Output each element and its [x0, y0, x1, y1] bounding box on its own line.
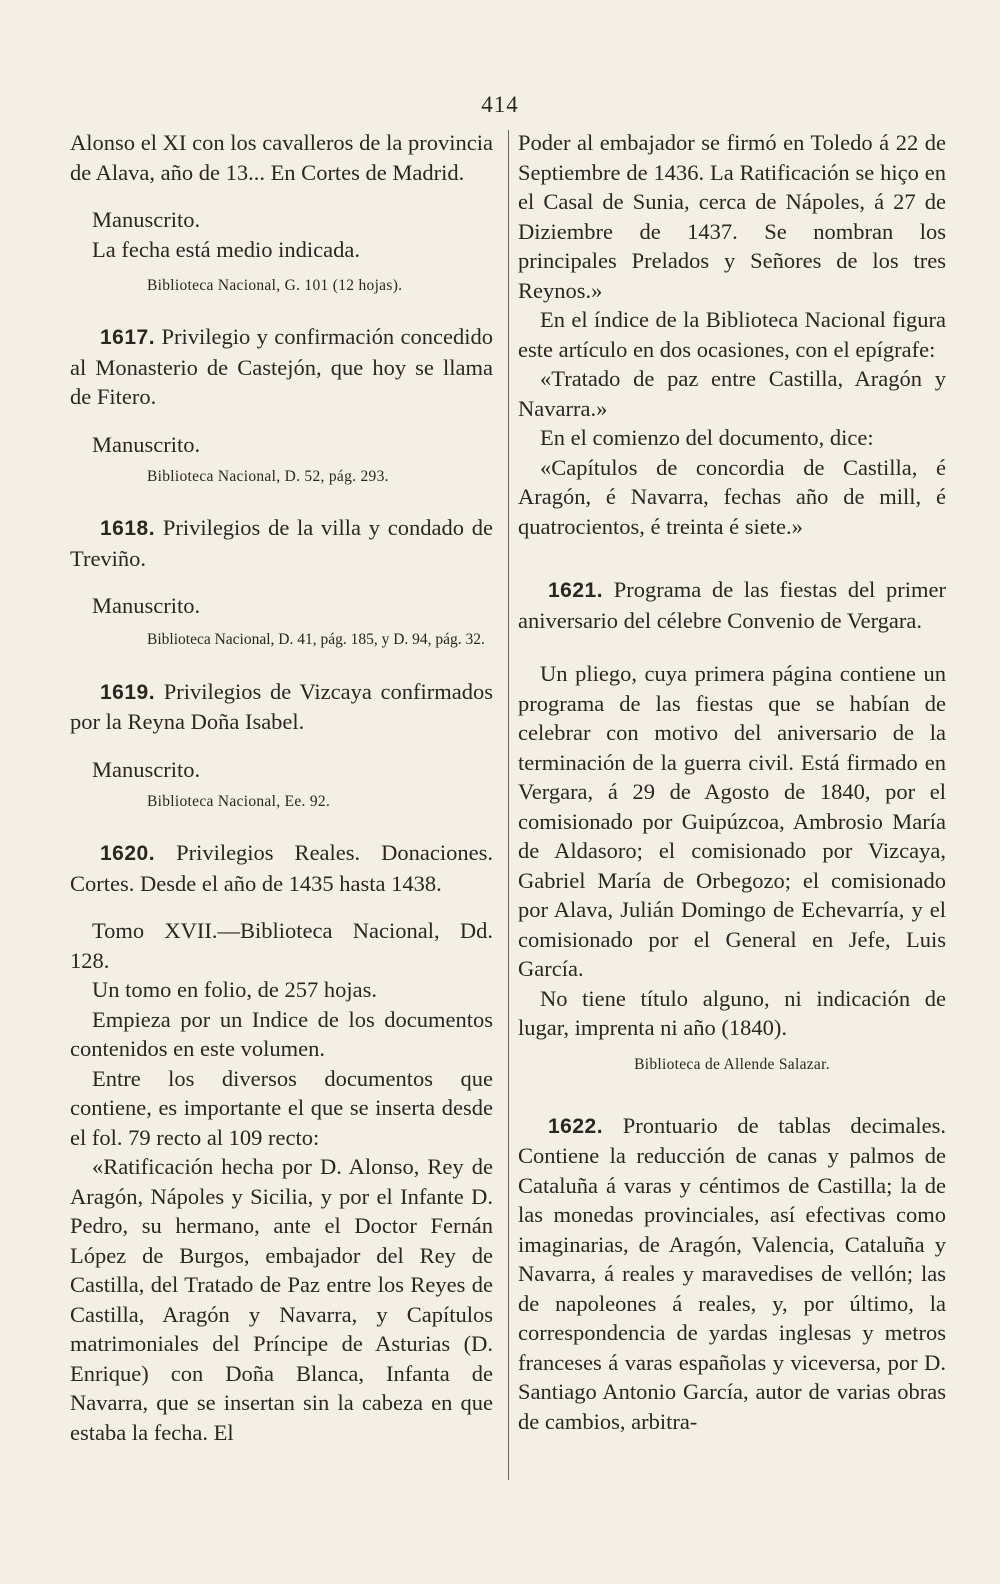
entry-1622-title: Prontuario de tablas decimales. Contiene la reducción de canas y palmos de Cataluña á varas y céntimos de Castilla; la de las monedas provinciales, así efectivas como imaginarias, de Aragón, Valencia, Cataluña y Navarra, á reales y maravedises de vellón; las de napoleones á reales, y, por último, la correspondencia de yardas inglesas y metros franceses á varas españolas y viceversa, por D. Santiago Antonio García, autor de varias obras de cambios, arbitra- — [518, 1112, 947, 1434]
entry-1618-heading — [70, 513, 493, 573]
entry-1619-note: Manuscrito. — [92, 756, 201, 782]
entry-1619-heading — [70, 677, 493, 737]
column-divider — [508, 130, 509, 1480]
intro-text: Alonso el XI con los cavalleros de la provincia de Alava, año de 13... En Cortes de Madrid. — [70, 130, 493, 185]
intro-note-manuscrito: Manuscrito. — [92, 207, 201, 232]
page-number: 414 — [481, 92, 519, 117]
entry-1621-heading — [518, 575, 946, 635]
entry-1618-title: Privilegios de la villa y condado de Treviño. — [70, 515, 493, 571]
entry-1620-heading — [70, 838, 493, 898]
entry-1622-heading — [518, 1111, 946, 1437]
entry-1618-note: Manuscrito. — [92, 593, 201, 618]
entry-1620-description: Un tomo en folio, de 257 hojas. — [92, 977, 377, 1002]
entry-1620-quotation: «Ratificación hecha por D. Alonso, Rey de Aragón, Nápoles y Sicilia, y por el Infante D. Pedro, su hermano, ante el Doctor Fernán López de Burgos, embajador del Rey de Castilla, del Tratado de Paz entre los Reyes de Castilla, Aragón y Navarra, y Capítulos matrimoniales del Príncipe de Asturias (D. Enrique) con Doña Blanca, Infanta de Navarra, que se insertan sin la cabeza en que estaba la fecha. El — [70, 1154, 493, 1445]
entry-1621-reference: Biblioteca de Allende Salazar. — [634, 1055, 830, 1073]
continuation-beginning: En el comienzo del documento, dice: — [540, 425, 874, 450]
entry-1621-number: 1621. — [548, 579, 604, 602]
continuation-index-note: En el índice de la Biblioteca Nacional figura este artículo en dos ocasiones, con el epígrafe: — [518, 307, 946, 362]
entry-1621-title: Programa de las fiestas del primer aniversario del célebre Convenio de Vergara. — [518, 577, 946, 633]
entry-1620-number: 1620. — [100, 842, 156, 865]
continuation-quotation: Poder al embajador se firmó en Toledo á 22 de Septiembre de 1436. La Ratificación se hiço en el Casal de Sunia, cerca de Nápoles, á 27 de Diziembre de 1437. Se nombran los principales Prelados y Señores de los tres Reynos.» — [518, 130, 946, 303]
entry-1621-note: No tiene título alguno, ni indicación de lugar, imprenta ni año (1840). — [518, 985, 946, 1040]
entry-1617-note: Manuscrito. — [92, 431, 201, 457]
entry-1620-index-note: Empieza por un Indice de los documentos contenidos en este volumen. — [70, 1006, 493, 1061]
entry-1619-title: Privilegios de Vizcaya confirmados por la Reyna Doña Isabel. — [70, 678, 493, 734]
entry-1618-number: 1618. — [100, 517, 156, 540]
entry-1621-description: Un pliego, cuya primera página contiene un programa de las fiestas que se habían de celebrar con motivo del aniversario de la terminación de la guerra civil. Está firmado en Vergara, á 29 de Agosto de 1840, por el comisionado por Guipúzcoa, Ambrosio María de Aldasoro; el comisionado por Vizcaya, Gabriel María de Orbegozo; el comisionado por Alava, Julián Domingo de Echevarría, y el comisionado por el General en Jefe, Luis García. — [518, 661, 946, 981]
entry-1622-number: 1622. — [548, 1114, 604, 1138]
entry-1617-number: 1617. — [100, 326, 156, 349]
entry-1619-number: 1619. — [100, 680, 156, 704]
entry-1617-reference: Biblioteca Nacional, D. 52, pág. 293. — [147, 468, 389, 485]
entry-1617-heading — [70, 322, 493, 412]
intro-note-fecha: La fecha está medio indicada. — [92, 236, 360, 262]
entry-1620-contents-note: Entre los diversos documentos que contiene, es importante el que se inserta desde el fol. 79 recto al 109 recto: — [70, 1065, 493, 1150]
entry-1619-reference: Biblioteca Nacional, Ee. 92. — [147, 793, 331, 810]
continuation-chapters: «Capítulos de concordia de Castilla, é Aragón, é Navarra, fechas año de mill, é quatrocientos, é treinta é siete.» — [518, 454, 946, 539]
entry-1618-reference: Biblioteca Nacional, D. 41, pág. 185, y D. 94, pág. 32. — [147, 630, 485, 648]
right-column — [518, 128, 946, 1436]
entry-1620-title: Privilegios Reales. Donaciones. Cortes. Desde el año de 1435 hasta 1438. — [70, 840, 493, 896]
intro-reference: Biblioteca Nacional, G. 101 (12 hojas). — [147, 277, 403, 294]
entry-1617-title: Privilegio y confirmación concedido al Monasterio de Castejón, que hoy se llama de Fitero. — [70, 324, 493, 409]
entry-1620-volume: Tomo XVII.—Biblioteca Nacional, Dd. 128. — [70, 918, 493, 973]
left-column — [70, 128, 493, 1447]
continuation-epigraph: «Tratado de paz entre Castilla, Aragón y Navarra.» — [518, 366, 946, 421]
